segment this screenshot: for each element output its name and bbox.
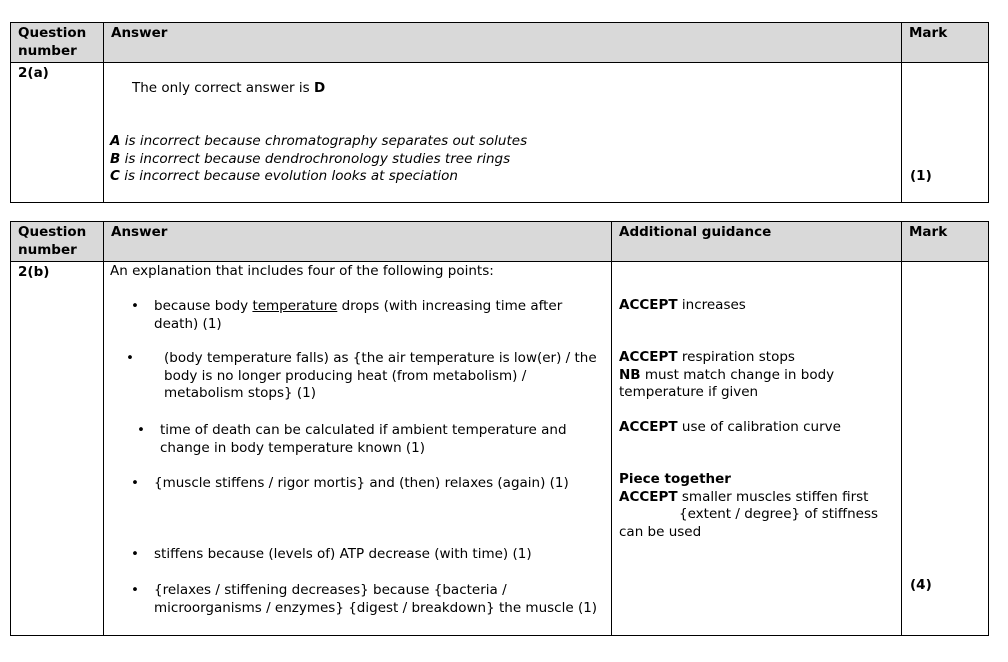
table-row (11, 63, 989, 203)
mark-scheme-table-2b (10, 221, 989, 636)
mark-scheme-table-2a (10, 22, 989, 203)
guidance-3: ACCEPT use of calibration curve (619, 419, 841, 435)
bullet-icon: • (137, 422, 145, 438)
bullet-icon: • (131, 582, 139, 598)
explanation-a: A is incorrect because chromatography separates out solutes (110, 133, 528, 149)
header-question-number: Question number (11, 222, 104, 262)
table-row (11, 262, 989, 636)
explanations (110, 133, 527, 186)
header-mark: Mark (902, 23, 989, 63)
bullet-icon: • (131, 546, 139, 562)
mark-cell (902, 63, 989, 203)
header-answer: Answer (104, 23, 902, 63)
guidance-cell (612, 262, 902, 636)
guidance-2: ACCEPT respiration stops NB must match change in body temperature if given (619, 349, 835, 400)
table-header-row (11, 23, 989, 63)
bullet-icon: • (131, 298, 139, 314)
explanation-c: C is incorrect because evolution looks at speciation (110, 168, 458, 184)
correct-answer-line: The only correct answer is D (132, 80, 326, 96)
table-header-row (11, 222, 989, 262)
guidance-1: ACCEPT increases (619, 297, 746, 313)
guidance-4: Piece together ACCEPT smaller muscles stiffen first {extent / degree} of stiffness can be used (619, 471, 879, 540)
answer-cell: An explanation that includes four of the following points: • because body temperature drops (with increasing time after death) (1) • (body temperature falls) as {the air temperature is low(er) / the body is no longer producing heat (from metabolism) / metabolism stops} (1) • time of death can be calculated if ambient temperature and change in body temperature known (1) • {muscle stiffens / rigor mortis} and (then) relaxes (again) (1) • stiffens because (levels of) ATP decrease (with time) (1) • {relaxes / stiffening decreases} because {bacteria / microorganisms / enzymes} {digest / breakdown} the muscle (1) (104, 262, 612, 636)
header-answer: Answer (104, 222, 612, 262)
answer-intro: An explanation that includes four of the following points: (110, 263, 494, 279)
mark-value: (4) (910, 577, 932, 593)
header-question-number: Question number (11, 23, 104, 63)
mark-cell (902, 262, 989, 636)
question-number-cell: 2(b) (11, 262, 104, 636)
header-mark: Mark (902, 222, 989, 262)
answer-cell (104, 63, 902, 203)
bullet-icon: • (131, 475, 139, 491)
header-additional-guidance: Additional guidance (612, 222, 902, 262)
question-number-cell: 2(a) (11, 63, 104, 203)
explanation-b: B is incorrect because dendrochronology studies tree rings (110, 150, 511, 167)
bullet-icon: • (126, 350, 134, 366)
mark-value: (1) (910, 168, 932, 184)
